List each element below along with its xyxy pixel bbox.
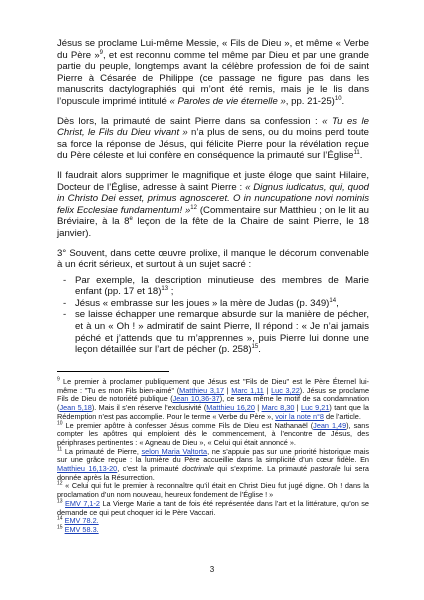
latin-quote: « Dignus iudicatus, qui, quod in Christo Dei esset, primus agnosceret. O in nuncupatione novi nominis felix Ecclesiae fundamentum! » [57, 181, 369, 216]
footnote-10 [57, 422, 369, 448]
book-title: « Paroles de vie éternelle » [169, 95, 286, 107]
text: | [294, 403, 302, 413]
text: | [224, 385, 232, 395]
emv-link[interactable]: EMV 78.2. [64, 516, 99, 526]
paragraph-4: 3° Souvent, dans cette œuvre prolixe, il manque le décorum convenable à un écrit sérieux, et surtout à un sujet sacré : [57, 247, 369, 271]
text: | [263, 385, 272, 395]
footnote-ref-11[interactable]: 11 [353, 150, 360, 157]
footnote-ref-13[interactable]: 13 [161, 286, 169, 293]
text: , [336, 297, 339, 309]
text: ). Mais il s’en réserve l’exclusivité ( [91, 403, 207, 413]
scripture-link[interactable]: Luc 9,21 [301, 403, 330, 413]
footnote-number: 14 [57, 515, 63, 522]
paragraph-1 [57, 38, 369, 108]
text: , pp. 21-25) [285, 95, 335, 107]
scripture-link[interactable]: Luc 3,22 [271, 385, 300, 395]
text: ) tant que la Rédemption n’est pas accomplie. Pour le terme « Verbe du Père », [57, 403, 369, 421]
text: Dès lors, la primauté de saint Pierre dans sa confession : [57, 115, 323, 127]
list-item [75, 298, 369, 310]
footnote-ref-10[interactable]: 10 [334, 95, 342, 102]
text: ), ce sera même le motif de sa condamnation ( [57, 394, 369, 413]
emv-link[interactable]: EMV 7,1-2 [65, 498, 100, 508]
scripture-link[interactable]: Matthieu 3,17 [179, 385, 225, 395]
page-number: 3 [209, 565, 215, 574]
text: . [341, 95, 345, 107]
footnote-ref-14[interactable]: 14 [329, 297, 337, 304]
footnote-13 [57, 500, 369, 517]
emphasis: pastorale [310, 464, 341, 474]
text: lui sera donnée après la Résurrection. [57, 464, 369, 482]
text: n’a plus de sens, ou du moins perd toute sa force la réponse de Jésus, qui félicite Pierre pour la révélation reçue du Père céleste et lui confère en conséquence la primauté sur l’Église [57, 127, 369, 162]
footnote-number: 11 [57, 446, 63, 453]
footnote-number: 13 [57, 498, 63, 505]
text: Par exemple, la description minutieuse des membres de Marie enfant (pp. 17 et 18) [75, 274, 369, 298]
emv-link[interactable]: EMV 58.3. [64, 524, 99, 534]
text: , c’est la primauté [117, 464, 183, 474]
text: ). Jésus se proclame Fils de Dieu de notoriété publique ( [57, 385, 370, 404]
text: « Celui qui fut le premier à reconnaître qu’il était en Christ Dieu fut jugé digne. Oh ! dans la proclamation d’un nom nouveau, heureux fondement de l’Église ! » [57, 481, 369, 500]
article-link[interactable]: selon Maria Valtorta [141, 446, 208, 456]
scripture-link[interactable]: Marc 8,30 [261, 403, 295, 413]
footnote-9 [57, 378, 369, 422]
scripture-link[interactable]: Matthieu 16,20 [206, 403, 255, 413]
scripture-link[interactable]: Jean 5,18 [59, 403, 92, 413]
footnote-ref-15[interactable]: 15 [251, 344, 259, 351]
note-link[interactable]: voir la note n°8 [275, 411, 324, 421]
text: | [254, 403, 262, 413]
text: de l’article. [323, 411, 361, 421]
text: leçon de la fête de la Chaire de saint Pierre, le 18 janvier). [57, 216, 369, 239]
text: . [359, 150, 363, 162]
list-item [75, 275, 369, 298]
footnote-14 [57, 517, 369, 526]
text: La primauté de Pierre, [62, 446, 142, 456]
footnote-number: 10 [57, 420, 63, 427]
quote: « Tu es le Christ, le Fils du Dieu vivant » [57, 115, 369, 139]
scripture-link[interactable]: Jean 10,36-37 [172, 394, 220, 404]
text: , et est reconnu comme tel même par Dieu et par une grande partie du peuple, longtemps avant la célèbre profession de foi de saint Pierre à Césarée de Philippe (ce passage ne figure pas dans les manuscrits dactylographiés qui m’ont été remis, mais je le lis dans l’opuscule imprimé intitulé [57, 49, 369, 107]
main-text [57, 38, 369, 356]
text: Jésus « embrasse sur les joues » la mère de Judas (p. 349) [75, 297, 330, 309]
text: , ne s’appuie pas sur une priorité historique mais sur une grâce reçue : la lumière du Père accueillie dans la simplicité d’un cœur fidèle. En [57, 446, 369, 465]
scripture-link[interactable]: Marc 1,11 [231, 385, 264, 395]
scripture-link[interactable]: Jean 1,49 [313, 420, 347, 430]
superscript: e [129, 216, 133, 223]
text: Le premier à proclamer publiquement que Jésus est "Fils de Dieu" est le Père Éternel lui-même : "Tu es mon Fils bien-aimé" ( [57, 377, 369, 395]
text: se laisse échapper une remarque absurde sur la manière de pécher, et à un « Oh ! » admiratif de saint Pierre, Il répond : « Je n’ai jamais péché et j’attends que tu m’apprennes », puis Pierre lui donne une leçon détaillée sur l’art de pécher (p. 258) [75, 309, 369, 356]
emphasis: doctrinale [182, 464, 214, 474]
scripture-link[interactable]: Matthieu 16,13-20 [57, 464, 118, 474]
footnote-15 [57, 526, 369, 535]
text: ), sans compter les apôtres qui emploient dès le commencement, à l’encontre de Jésus, des périphrases pertinentes : « Agneau de Dieu », « Celui qui était annoncé ». [57, 420, 370, 447]
text: . [258, 344, 261, 356]
text: (Commentaire sur Matthieu ; on le lit au Bréviaire, à la 8 [57, 204, 369, 228]
footnote-11 [57, 448, 369, 483]
text: Il faudrait alors supprimer le magnifique et juste éloge que saint Hilaire, Docteur de l’Église, adresse à saint Pierre : [57, 169, 369, 193]
footnote-number: 9 [57, 376, 60, 383]
text: Jésus se proclame Lui-même Messie, « Fils de Dieu », et même « Verbe du Père » [57, 38, 369, 61]
paragraph-3 [57, 170, 369, 240]
footnote-12 [57, 482, 369, 499]
footnote-ref-9[interactable]: 9 [99, 49, 103, 56]
text: ; [168, 286, 174, 298]
paragraph-2 [57, 116, 369, 162]
footnote-number: 12 [57, 481, 63, 488]
footnotes [57, 378, 369, 535]
example-list [57, 275, 369, 356]
list-item [75, 309, 369, 355]
text: qui s’exprime. La primauté [213, 464, 311, 474]
footnote-number: 15 [57, 524, 63, 531]
footnote-ref-12[interactable]: 12 [190, 204, 197, 211]
footnote-separator [57, 371, 169, 372]
text: La Vierge Marie a tant de fois été représentée dans l’art et la littérature, qu’on se demande ce qui peut choquer ici le Père Vaccari. [57, 498, 369, 517]
text: Le premier apôtre à confesser Jésus comme Fils de Dieu est Nathanaël ( [62, 420, 314, 430]
